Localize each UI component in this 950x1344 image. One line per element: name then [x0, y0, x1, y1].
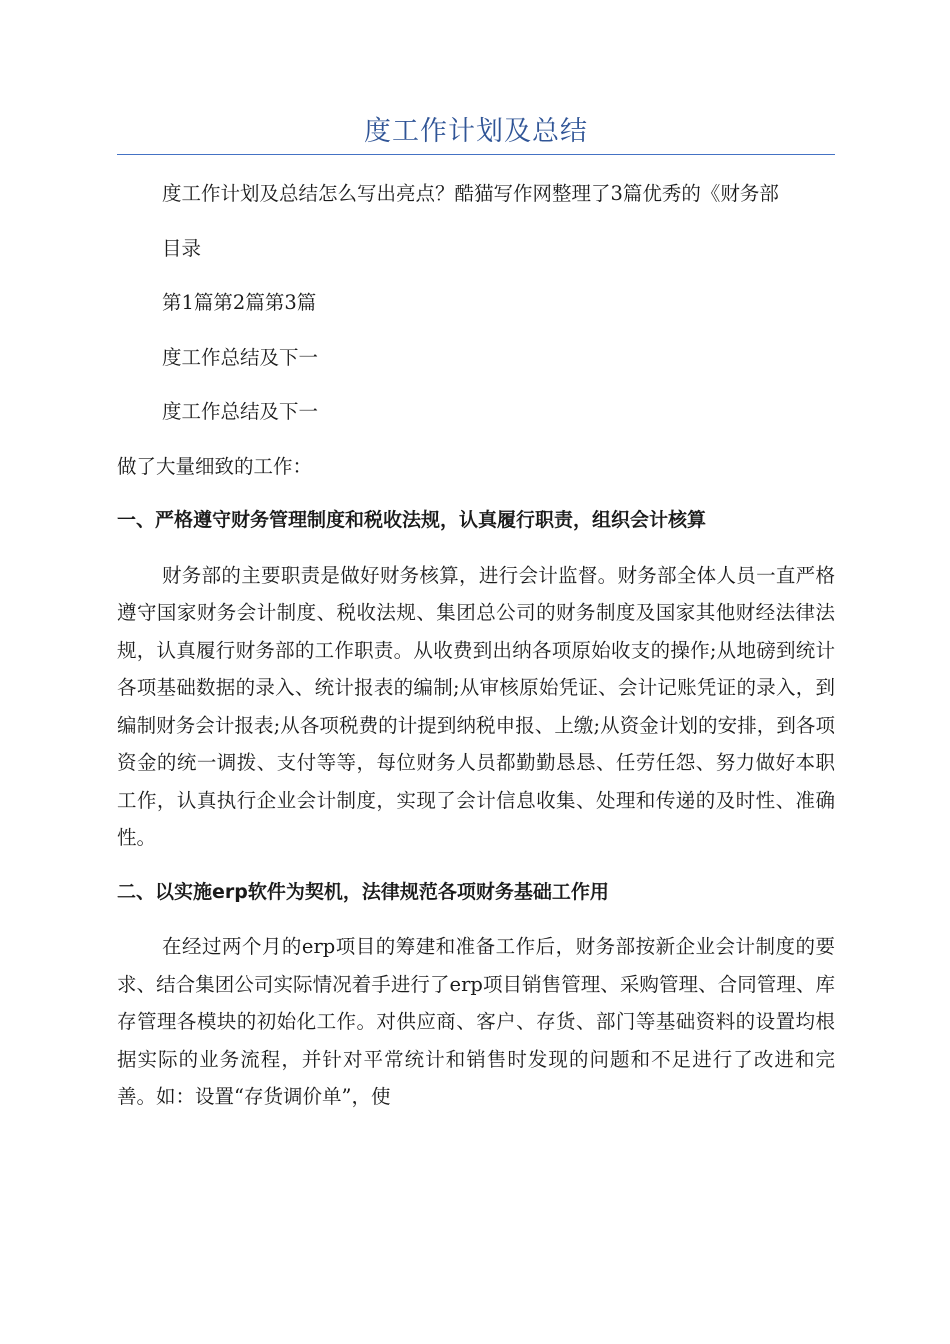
- document-page: [117, 0, 835, 1116]
- section-body: 财务部的主要职责是做好财务核算，进行会计监督。财务部全体人员一直严格遵守国家财务会计制度、税收法规、集团总公司的财务制度及国家其他财经法律法规，认真履行财务部的工作职责。从收费到出纳各项原始收支的操作;从地磅到统计各项基础数据的录入、统计报表的编制;从审核原始凭证、会计记账凭证的录入，到编制财务会计报表;从各项税费的计提到纳税申报、上缴;从资金计划的安排，到各项资金的统一调拨、支付等等，每位财务人员都勤勤恳恳、任劳任怨、努力做好本职工作，认真执行企业会计制度，实现了会计信息收集、处理和传递的及时性、准确性。: [117, 563, 835, 849]
- intro-paragraph: 度工作计划及总结怎么写出亮点？酷猫写作网整理了3篇优秀的《财务部: [162, 182, 779, 205]
- section-heading: 二、以实施erp软件为契机，法律规范各项财务基础工作用: [117, 880, 609, 903]
- toc-line: 度工作总结及下一: [162, 345, 319, 369]
- toc-items: 第1篇第2篇第3篇: [162, 291, 317, 314]
- document-title: 度工作计划及总结: [364, 116, 588, 147]
- lead-paragraph: 做了大量细致的工作：: [117, 454, 313, 478]
- toc-label: 目录: [162, 236, 202, 260]
- title-underline: [117, 154, 835, 155]
- toc-line: 度工作总结及下一: [162, 400, 319, 423]
- section-body: 在经过两个月的erp项目的筹建和准备工作后，财务部按新企业会计制度的要求、结合集团公司实际情况着手进行了erp项目销售管理、采购管理、合同管理、库存管理各模块的初始化工作。对供应商、客户、存货、部门等基础资料的设置均根据实际的业务流程，并针对平常统计和销售时发现的问题和不足进行了改进和完善。如：设置“存货调价单”，使: [117, 935, 835, 1108]
- section-heading: 一、严格遵守财务管理制度和税收法规，认真履行职责，组织会计核算: [117, 509, 707, 531]
